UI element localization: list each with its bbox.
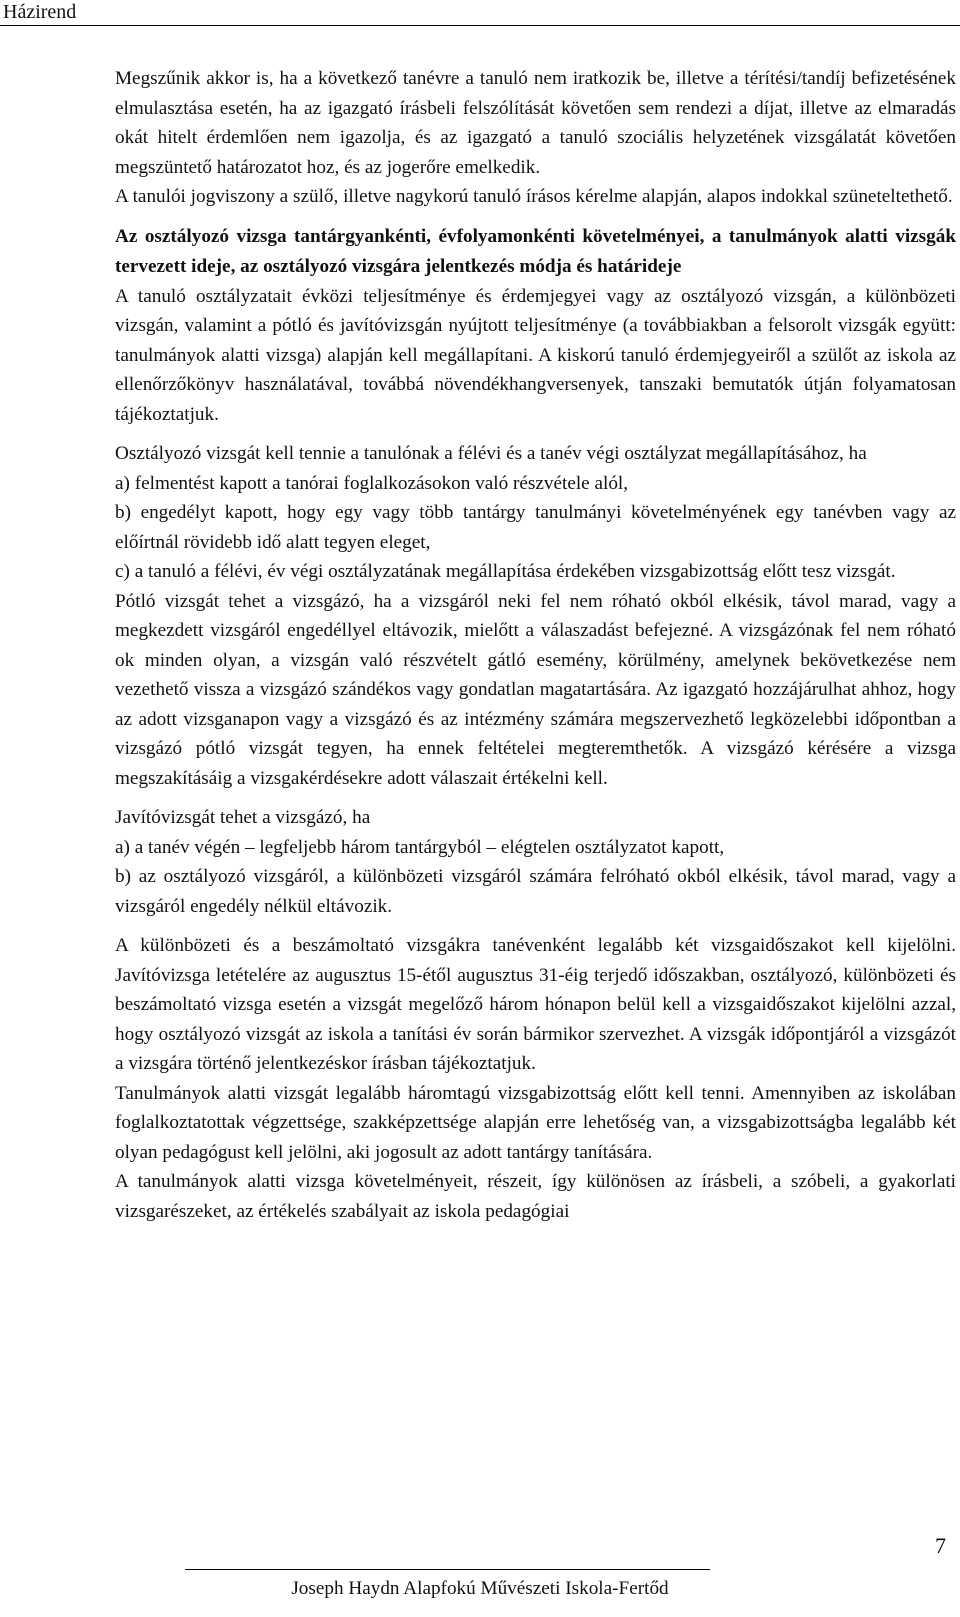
footer-divider (185, 1569, 710, 1570)
paragraph-classifying-exam: Osztályozó vizsgát kell tennie a tanulónak a félévi és a tanév végi osztályzat megállapításához, ha (115, 443, 867, 464)
document-body (115, 64, 956, 1226)
list-item: b) az osztályozó vizsgáról, a különbözeti vizsgáról számára felróható okból elkésik, távol marad, vagy a vizsgáról engedély nélkül eltávozik. (115, 866, 956, 917)
document-title: Házirend (3, 1, 77, 23)
paragraph-termination: Megszűnik akkor is, ha a következő tanévre a tanuló nem iratkozik be, illetve a térítési/tandíj befizetésének elmulasztása esetén, ha az igazgató írásbeli felszólítását követően sem rendezi a díjat, illetve az elmaradás okát hitelt érdemlően nem igazolja, és az igazgató a tanuló szociális helyzetének vizsgálatát követően megszüntető határozatot hoz, és az jogerőre emelkedik. (115, 68, 956, 178)
list-item: b) engedélyt kapott, hogy egy vagy több tantárgy tanulmányi követelményének egy tanévben vagy az előírtnál rövidebb idő alatt tegyen eleget, (115, 502, 956, 553)
list-item: c) a tanuló a félévi, év végi osztályzatának megállapítása érdekében vizsgabizottság előtt tesz vizsgát. (115, 561, 896, 582)
list-item: a) felmentést kapott a tanórai foglalkozásokon való részvétele alól, (115, 472, 629, 494)
footer-institution: Joseph Haydn Alapfokú Művészeti Iskola-Fertőd (291, 1578, 669, 1599)
paragraph-exam-periods: A különbözeti és a beszámoltató vizsgákra tanévenként legalább két vizsgaidőszakot kell kijelölni. Javítóvizsga letételére az augusztus 15-étől augusztus 31-éig terjedő időszakban, osztályozó, különbözeti és beszámoltató vizsga esetén a vizsgát megelőző három hónapon belül kell a vizsgaidőszakot kijelölni azzal, hogy osztályozó vizsgát az iskola a tanítási év során bármikor szervezhet. A vizsgák időpontjáról a vizsgázót a vizsgára történő jelentkezéskor írásban tájékoztatjuk. (115, 935, 956, 1074)
paragraph-suspension: A tanulói jogviszony a szülő, illetve nagykorú tanuló írásos kérelme alapján, alapos indokkal szüneteltethető. (115, 186, 953, 207)
paragraph-retake-exam: Javítóvizsgát tehet a vizsgázó, ha (115, 807, 371, 828)
paragraph-makeup-exam: Pótló vizsgát tehet a vizsgázó, ha a vizsgáról neki fel nem róható okból elkésik, távol marad, vagy a megkezdett vizsgáról engedéllyel eltávozik, mielőtt a válaszadást befejezné. A vizsgázónak fel nem róható ok minden olyan, a vizsgán való részvételt gátló esemény, körülmény, amelynek bekövetkezése nem vezethető vissza a vizsgázó szándékos vagy gondatlan magatartására. Az igazgató hozzájárulhat ahhoz, hogy az adott vizsganapon vagy a vizsgázó és az intézmény számára megszervezhető legközelebbi időpontban a vizsgázó pótló vizsgát tegyen, ha ennek feltételei megteremthetők. A vizsgázó kérésére a vizsga megszakításáig a vizsgakérdésekre adott válaszait értékelni kell. (115, 590, 956, 789)
paragraph-exam-committee: Tanulmányok alatti vizsgát legalább háromtagú vizsgabizottság előtt kell tenni. Amennyiben az iskolában foglalkoztatottak végzettsége, szakképzettsége alapján erre lehetőség van, a vizsgabizottságba legalább két olyan pedagógust kell jelölni, aki jogosult az adott tantárgy tanítására. (115, 1082, 956, 1163)
paragraph-grading: A tanuló osztályzatait évközi teljesítménye és érdemjegyei vagy az osztályozó vizsgán, a különbözeti vizsgán, valamint a pótló és javítóvizsgán nyújtott teljesítménye (a továbbiakban a felsorolt vizsgák együtt: tanulmányok alatti vizsga) alapján kell megállapítani. A kiskorú tanuló érdemjegyeiről a szülőt az iskola az ellenőrzőkönyv használatával, továbbá növendékhangversenyek, tanszaki bemutatók útján folyamatosan tájékoztatjuk. (115, 285, 956, 425)
list-item: a) a tanév végén – legfeljebb három tantárgyból – elégtelen osztályzatot kapott, (115, 836, 725, 858)
page-header (0, 0, 960, 26)
paragraph-exam-requirements: A tanulmányok alatti vizsga követelményeit, részeit, így különösen az írásbeli, a szóbeli, a gyakorlati vizsgarészeket, az értékelés szabályait az iskola pedagógiai (115, 1171, 956, 1222)
section-heading-exams: Az osztályozó vizsga tantárgyankénti, évfolyamonkénti követelményei, a tanulmányok alatti vizsgák tervezett ideje, az osztályozó vizsgára jelentkezés módja és határideje (115, 225, 956, 277)
page-number: 7 (935, 1533, 946, 1558)
